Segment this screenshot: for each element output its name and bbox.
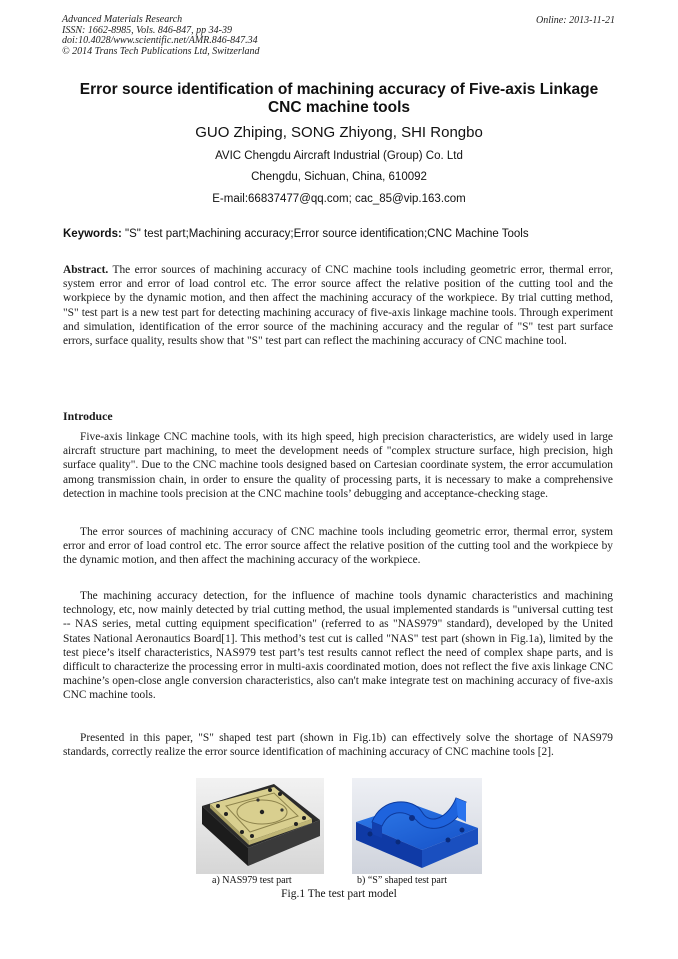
email: E-mail:66837477@qq.com; cac_85@vip.163.com — [212, 193, 466, 205]
abstract-label: Abstract. — [63, 264, 109, 276]
paragraph-3: The machining accuracy detection, for the influence of machine tools dynamic characteristics and machining technology, etc, now mainly detected by trial cutting method, the usual implemented standards is "universal cutting test -- NAS series, metal cutting equipment specification" (referred to as "NAS979" standard), developed by the United States National Aeronautics Board[1]. This method’s test cut is called "NAS" test part (shown in Fig.1a), limited by the test piece’s itself characteristics, NAS979 test part’s test results cannot reflect the need of complex shape parts, and is difficult to characterize the processing error in multi-axis coordinated motion, does not reflect the five axis linkage CNC machine’s open-close angle conversion characteristics, also can't make integrate test on machining accuracy of five-axis CNC machine tools. — [63, 590, 613, 702]
title-line-2: CNC machine tools — [267, 99, 411, 116]
nas979-test-part-image — [196, 778, 324, 874]
issn: ISSN: 1662-8985, Vols. 846-847, pp 34-39 — [62, 24, 232, 36]
authors: GUO Zhiping, SONG Zhiyong, SHI Rongbo — [195, 124, 483, 141]
address: Chengdu, Sichuan, China, 610092 — [251, 171, 427, 183]
paper-title — [40, 81, 638, 117]
paragraph-4: Presented in this paper, "S" shaped test part (shown in Fig.1b) can effectively solve the shortage of NAS979 standards, correctly realize the error source identification of machining accuracy of CNC machine tools [2]. — [63, 732, 613, 759]
section-heading: Introduce — [63, 409, 113, 423]
figure-caption-a: a) NAS979 test part — [212, 875, 292, 886]
abstract — [63, 263, 613, 348]
keywords — [63, 228, 623, 240]
s-shaped-test-part-image — [352, 778, 482, 874]
copyright: © 2014 Trans Tech Publications Ltd, Switzerland — [62, 45, 260, 57]
paragraph-1: Five-axis linkage CNC machine tools, with its high speed, high precision characteristics, are widely used in large aircraft structure part machining, to meet the development needs of "complex structure surface, high precision, high surface quality". Due to the CNC machine tools designed based on Cartesian coordinate system, the error accumulation among transmission chain, in order to ensure the quality of processing parts, it is necessary to make a comprehensive detection in machine tools precision at the CNC machine tools’ debugging and acceptance-checking stage. — [63, 431, 613, 500]
doi: doi:10.4028/www.scientific.net/AMR.846-847.34 — [62, 35, 258, 46]
journal-header — [62, 15, 260, 57]
paragraph-2: The error sources of machining accuracy of CNC machine tools including geometric error, thermal error, system error and error of load control etc. The error source affect the relative position of the cutting tool and the workpiece by the dynamic motion, and then affect the machining accuracy of the workpiece. — [63, 526, 613, 567]
abstract-text: The error sources of machining accuracy of CNC machine tools including geometric error, thermal error, system error and error of load control etc. The error source affect the relative position of the cutting tool and the workpiece by the dynamic motion, and then affect the machining accuracy of the workpiece. By trial cutting method, "S" test part is a new test part for detecting machining accuracy of five-axis linkage machine tools. Through experiment and simulation, identification of the error source of the machining accuracy and the regular of "S" test part surface errors, surface quality, results show that "S" test part can reflect the machining accuracy of CNC machine tool. — [63, 264, 613, 348]
figure-title: Fig.1 The test part model — [281, 888, 397, 900]
figure-caption-b: b) “S” shaped test part — [357, 875, 447, 886]
title-line-1: Error source identification of machining accuracy of Five-axis Linkage — [79, 81, 599, 98]
journal-name: Advanced Materials Research — [62, 14, 183, 25]
online-date: Online: 2013-11-21 — [536, 15, 615, 26]
keywords-label: Keywords: — [63, 228, 122, 240]
keywords-text: "S" test part;Machining accuracy;Error source identification;CNC Machine Tools — [125, 228, 529, 240]
affiliation: AVIC Chengdu Aircraft Industrial (Group) Co. Ltd — [215, 150, 463, 162]
